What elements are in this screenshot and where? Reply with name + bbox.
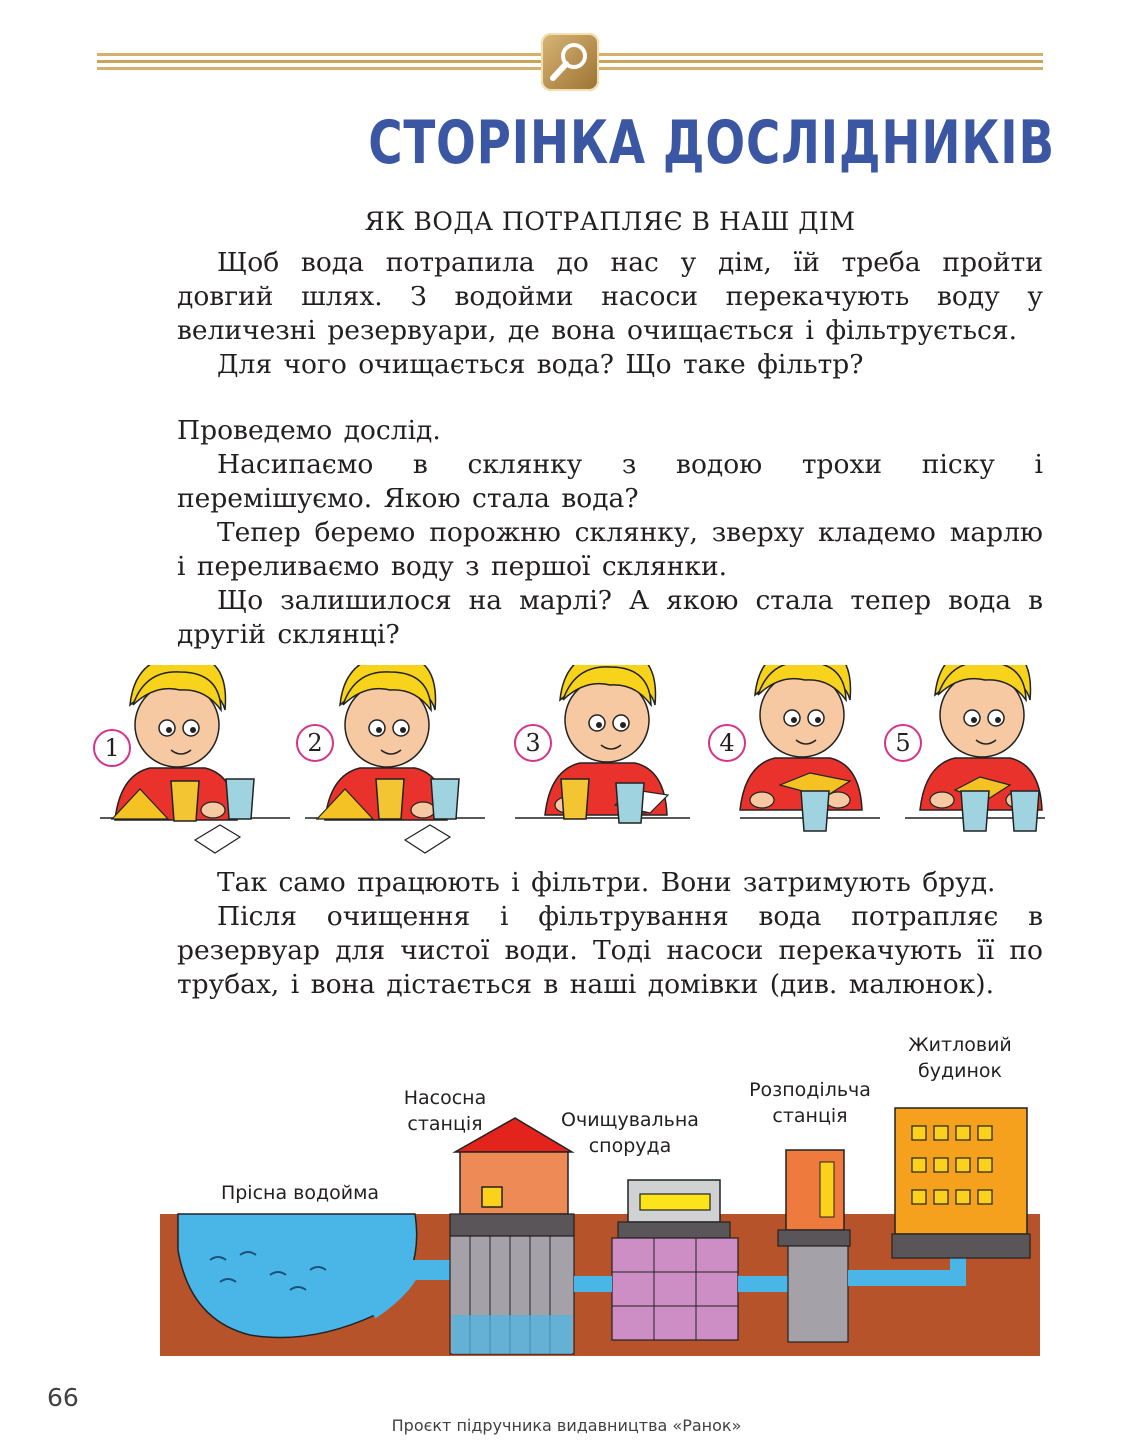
paragraph-step-gauze: Тепер беремо порожню склянку, зверху кладемо марлю і переливаємо воду з першої склянки. xyxy=(177,517,1043,582)
paragraph-step-sand: Насипаємо в склянку з водою трохи піску і перемішуємо. Якою стала вода? xyxy=(177,449,1043,514)
paragraph-step-result: Що залишилося на марлі? А якою стала тепер вода в другій склянці? xyxy=(177,585,1043,650)
experiment-illustration xyxy=(90,665,1050,865)
paragraph-filters: Так само працюють і фільтри. Вони затримують бруд. xyxy=(217,867,996,898)
step-number-2: 2 xyxy=(296,724,334,762)
experiment-step-5 xyxy=(905,665,1045,831)
page-title: СТОРІНКА ДОСЛІДНИКІВ xyxy=(368,108,1055,178)
label-treatment: Очищувальна споруда xyxy=(561,1109,699,1157)
label-reservoir: Прісна водойма xyxy=(220,1182,380,1204)
paragraph-delivery: Після очищення і фільтрування вода потрапляє в резервуар для чистої води. Тоді насоси перекачують її по трубах, і вона дістається в наші домівки (див. малюнок). xyxy=(177,901,1043,1000)
distribution-station xyxy=(778,1150,850,1342)
label-house: Житловий будинок xyxy=(908,1034,1012,1082)
pump-station xyxy=(450,1118,574,1354)
step-number-4: 4 xyxy=(708,724,746,762)
footer-note: Проєкт підручника видавництва «Ранок» xyxy=(391,1416,742,1435)
magnifier-icon xyxy=(541,33,599,91)
experiment-step-4 xyxy=(740,665,880,831)
paragraph-experiment: Проведемо дослід. xyxy=(177,415,441,446)
paragraph-question: Для чого очищається вода? Що таке фільтр? xyxy=(217,349,864,380)
label-distribution: Розподільча станція xyxy=(749,1079,871,1127)
experiment-step-1 xyxy=(100,665,290,853)
apartment-house xyxy=(892,1108,1030,1258)
step-number-3: 3 xyxy=(514,724,552,762)
treatment-plant xyxy=(612,1180,738,1340)
section-title: ЯК ВОДА ПОТРАПЛЯЄ В НАШ ДІМ xyxy=(364,207,856,236)
step-number-5: 5 xyxy=(884,724,922,762)
experiment-step-2 xyxy=(305,665,485,853)
page-number: 66 xyxy=(47,1383,79,1412)
paragraph-intro: Щоб вода потрапила до нас у дім, їй треба пройти довгий шлях. З водойми насоси перекачують воду у величезні резервуари, де вона очищається і фільтрується. xyxy=(177,247,1043,346)
label-pump-station: Насосна станція xyxy=(403,1087,487,1135)
step-number-1: 1 xyxy=(93,729,131,767)
